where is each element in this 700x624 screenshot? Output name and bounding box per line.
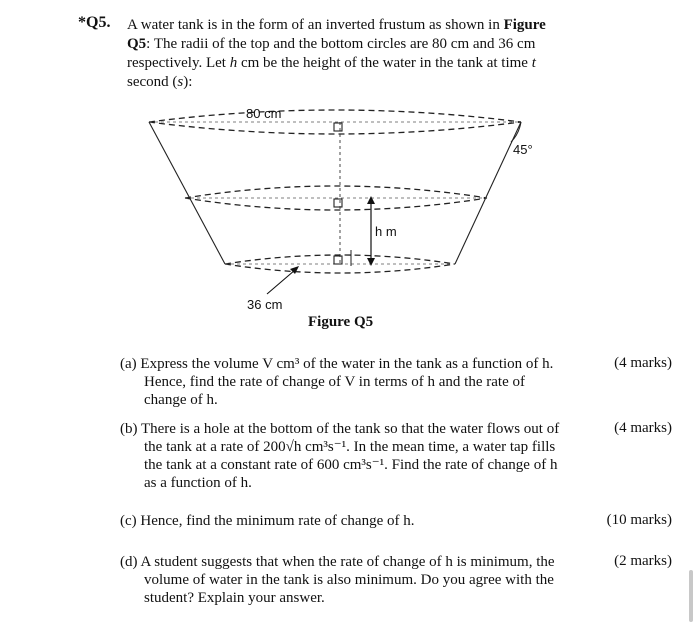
top-radius-label: 80 cm [246, 106, 282, 121]
angle-label: 45° [513, 142, 533, 157]
part-b: (b) There is a hole at the bottom of the tank so that the water flows out of the tank at a rate of 200√h cm³s⁻¹. In the mean time, a water tap fills the tank at a constant rate of 600 cm³s⁻¹. Find the rate of change of h as a function of h. [120, 421, 560, 491]
question-number: *Q5. [78, 14, 111, 31]
bottom-radius-arrow [267, 266, 299, 294]
right-angle-mid [334, 199, 342, 207]
part-a-marks: (4 marks) [614, 355, 672, 371]
bottom-radius-label: 36 cm [247, 297, 283, 312]
right-angle-bottom [334, 256, 342, 264]
part-d-marks: (2 marks) [614, 553, 672, 569]
scrollbar[interactable] [689, 570, 693, 622]
left-wall [149, 122, 225, 264]
top-ellipse [149, 110, 521, 134]
right-wall [455, 122, 521, 264]
height-label: h m [375, 224, 397, 239]
part-d: (d) A student suggests that when the rate of change of h is minimum, the volume of water in the tank is also minimum. Do you agree with the student? Explain your answer. [120, 554, 555, 606]
frustum-figure [135, 104, 535, 319]
right-angle-top [334, 123, 342, 131]
water-surface-ellipse [185, 186, 487, 210]
figure-caption: Figure Q5 [308, 314, 374, 330]
part-b-marks: (4 marks) [614, 420, 672, 436]
question-intro: A water tank is in the form of an inverted frustum as shown in Figure Q5: The radii of the top and the bottom circles are 80 cm and 36 cm respectively. Let h cm be the height of the water in the tank at time t second (s): [127, 17, 546, 90]
part-a: (a) Express the volume V cm³ of the water in the tank as a function of h. Hence, find the rate of change of V in terms of h and the rate of change of h. [120, 356, 554, 408]
part-c-marks: (10 marks) [606, 512, 672, 528]
part-c: (c) Hence, find the minimum rate of change of h. [120, 513, 415, 529]
figure-reference: Figure Q5 [127, 17, 546, 52]
